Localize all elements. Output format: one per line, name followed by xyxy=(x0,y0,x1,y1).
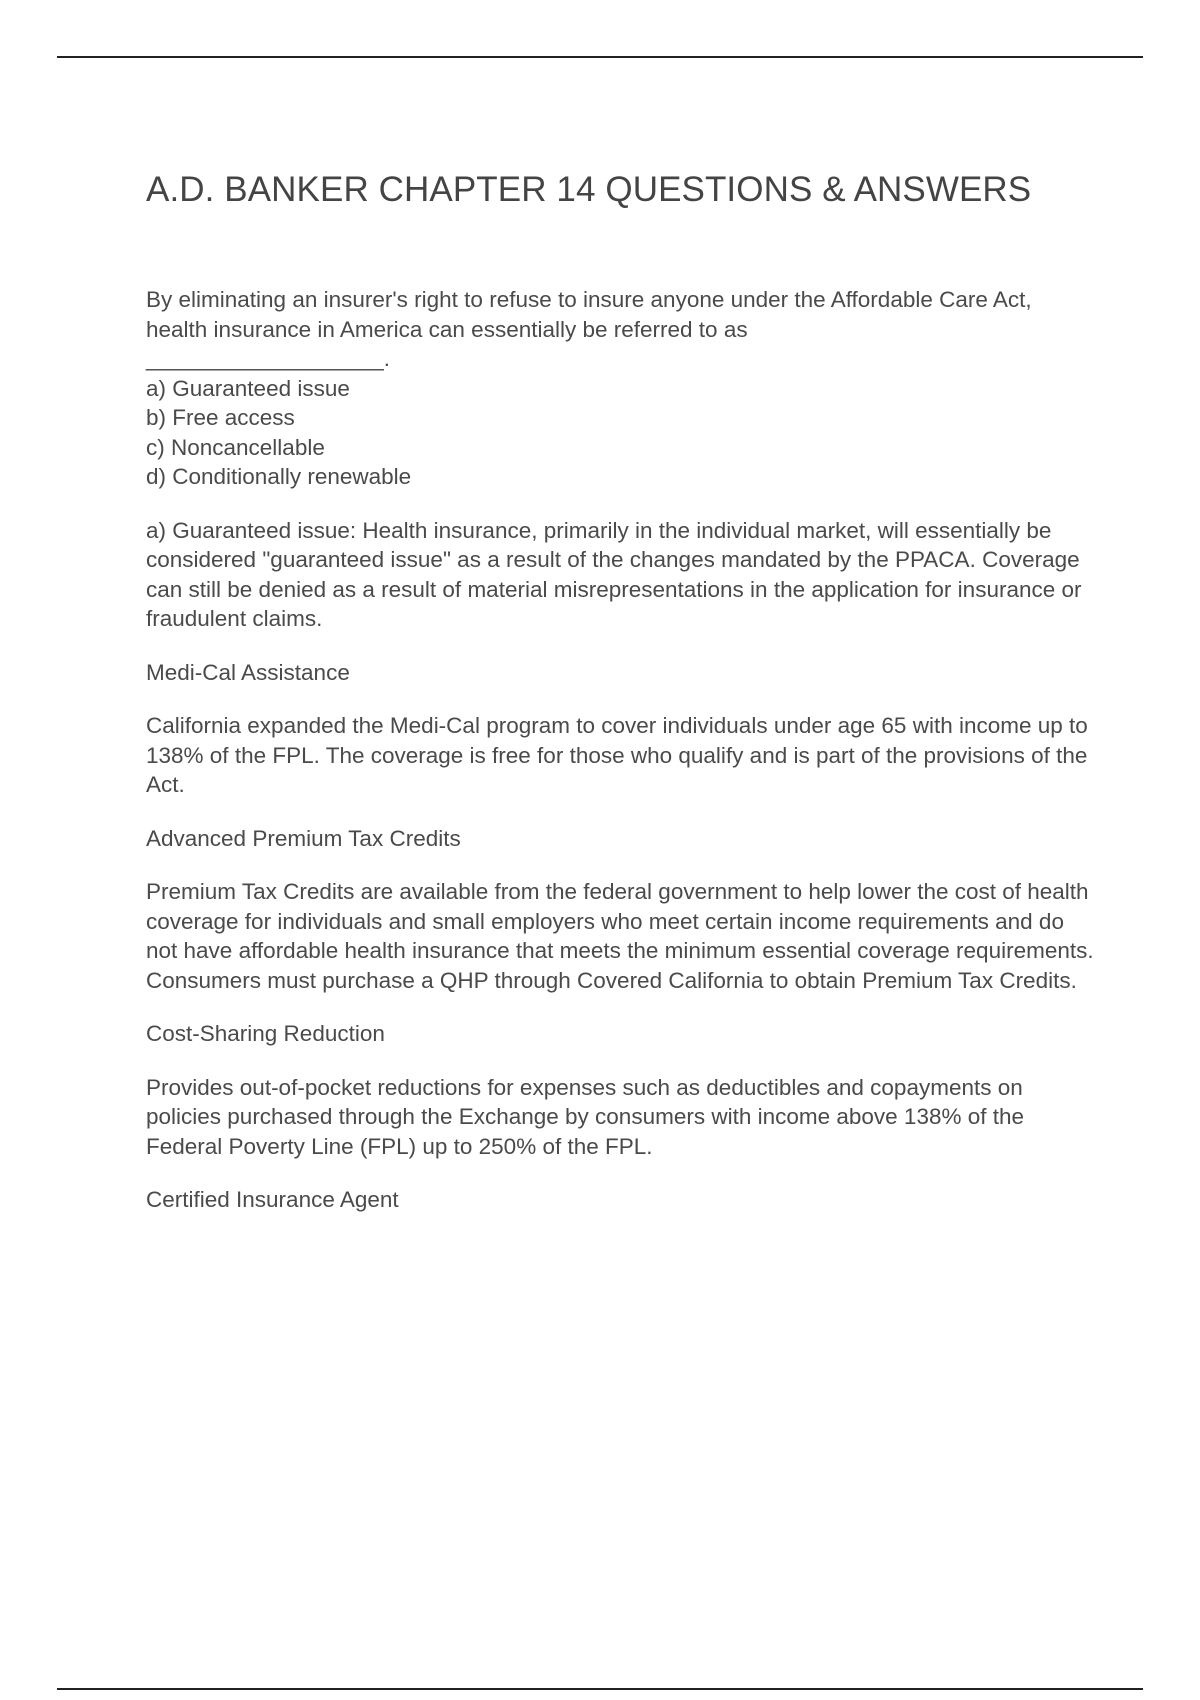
document-title: A.D. BANKER CHAPTER 14 QUESTIONS & ANSWERS xyxy=(146,170,1032,209)
term-label: Cost-Sharing Reduction xyxy=(146,1021,385,1046)
question-1 xyxy=(146,285,1096,492)
option-d: d) Conditionally renewable xyxy=(146,464,412,489)
definition-text: Premium Tax Credits are available from the federal government to help lower the cost of health coverage for individuals and small employers who meet certain income requirements and do not have affordable health insurance that meets the minimum essential coverage requirements. Consumers must purchase a QHP through Covered California to obtain Premium Tax Credits. xyxy=(146,879,1094,993)
term-label: Advanced Premium Tax Credits xyxy=(146,825,461,851)
option-c: c) Noncancellable xyxy=(146,434,325,460)
term-advanced-premium-tax-credits xyxy=(146,824,1096,854)
term-medi-cal-assistance xyxy=(146,658,1096,688)
question-1-options xyxy=(146,374,1096,492)
definition-advanced-premium-tax-credits xyxy=(146,877,1096,995)
bottom-rule xyxy=(57,1688,1143,1690)
definition-text: California expanded the Medi-Cal program to cover individuals under age 65 with income up to 138% of the FPL. The coverage is free for those who qualify and is part of the provisions of the Act. xyxy=(146,713,1088,797)
question-1-blank: ___________________. xyxy=(146,346,391,371)
term-label: Certified Insurance Agent xyxy=(146,1187,399,1212)
qa-section xyxy=(146,285,1096,1215)
term-cost-sharing-reduction xyxy=(146,1019,1096,1049)
definition-cost-sharing-reduction xyxy=(146,1073,1096,1162)
term-certified-insurance-agent xyxy=(146,1185,1096,1215)
document-content xyxy=(146,166,1096,1239)
top-rule xyxy=(57,56,1143,58)
term-label: Medi-Cal Assistance xyxy=(146,659,350,685)
definition-medi-cal-assistance xyxy=(146,711,1096,800)
question-1-answer xyxy=(146,516,1096,634)
option-a: a) Guaranteed issue xyxy=(146,375,350,401)
answer-text: a) Guaranteed issue: Health insurance, primarily in the individual market, will essentially be considered "guaranteed issue" as a result of the changes mandated by the PPACA. Coverage can still be denied as a result of material misrepresentations in the application for insurance or fraudulent claims. xyxy=(146,517,1082,631)
definition-text: Provides out-of-pocket reductions for expenses such as deductibles and copayments on policies purchased through the Exchange by consumers with income above 138% of the Federal Poverty Line (FPL) up to 250% of the FPL. xyxy=(146,1074,1025,1159)
option-b: b) Free access xyxy=(146,405,295,430)
question-1-text: By eliminating an insurer's right to refuse to insure anyone under the Affordable Care Act, health insurance in America can essentially be referred to as xyxy=(146,287,1032,342)
